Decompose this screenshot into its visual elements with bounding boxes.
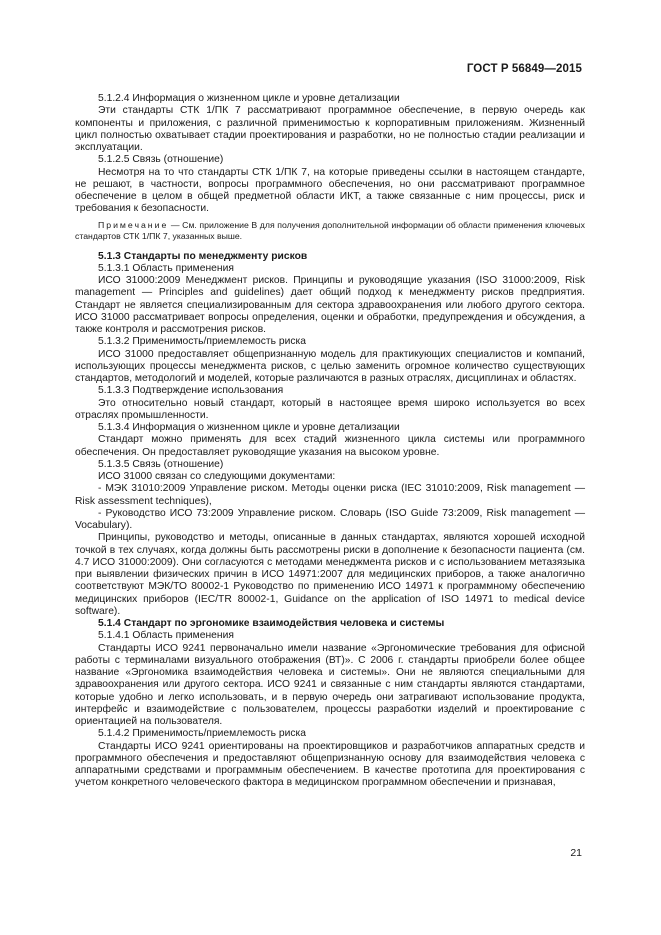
body-paragraph: ИСО 31000 связан со следующими документами: — [98, 471, 336, 482]
note-text: — См. приложение В для получения дополнительной информации об области применения ключевых стандартов СТК 1/ПК 7, указанных выше. — [75, 219, 585, 241]
list-item: - МЭК 31010:2009 Управление риском. Методы оценки риска (IEC 31010:2009, Risk management — Risk assessment techniques), — [75, 483, 585, 507]
subsection-heading: 5.1.3.5 Связь (отношение) — [98, 458, 224, 470]
body-paragraph: Эти стандарты СТК 1/ПК 7 рассматривают программное обеспечение, в первую очередь как компоненты и приложения, с различной применимостью к корпоративным приложениям. Жизненный цикл полностью охватывает стадии проектирования и разработки, но не полностью стадии реализации и эксплуатации. — [75, 105, 585, 153]
document-code: ГОСТ Р 56849—2015 — [466, 63, 582, 75]
body-paragraph: ИСО 31000 предоставляет общепризнанную модель для практикующих специалистов и компаний, использующих процессы менеджмента рисков, с целью заменить огромное количество существующих стандартов, методологий и моделей, которые различаются в разных отраслях, дисциплинах и областях. — [75, 348, 585, 384]
body-paragraph: Стандарты ИСО 9241 ориентированы на проектировщиков и разработчиков аппаратных средств и программного обеспечения и предоставляют общепризнанную основу для взаимодействия человека с аппаратными средствами и программным обеспечением. В качестве прототипа для проектирования с учетом конкретного человеческого фактора в медицинском программном обеспечении и признавая, — [75, 740, 585, 789]
list-item: - Руководство ИСО 73:2009 Управление риском. Словарь (ISO Guide 73:2009, Risk management — Vocabulary). — [75, 507, 585, 531]
subsection-heading: 5.1.4.2 Применимость/приемлемость риска — [98, 728, 306, 740]
subsection-heading: 5.1.3.3 Подтверждение использования — [98, 385, 284, 397]
body-paragraph: ИСО 31000:2009 Менеджмент рисков. Принципы и руководящие указания (ISO 31000:2009, Risk management — Principles and guidelines) дает общий подход к менеджменту рисков предприятия. Стандарт не является специализированным для сектора здравоохранения или любого другого сектора. ИСО 31000 рассматривает вопросы определения, оценки и обработки, предупреждения и обсуждения, а также контроля и рассмотрения рисков. — [75, 275, 585, 335]
body-paragraph: Несмотря на то что стандарты СТК 1/ПК 7, на которые приведены ссылки в настоящем стандарте, не решают, в частности, вопросы программного обеспечения, но они рассматривают программное обеспечение в целом в общей предметной области ИКТ, а также связанные с ним процессы, риск и требования к безопасности. — [75, 166, 585, 215]
subsection-heading: 5.1.4.1 Область применения — [98, 630, 234, 642]
note-paragraph — [75, 220, 585, 242]
section-heading: 5.1.4 Стандарт по эргономике взаимодействия человека и системы — [98, 618, 445, 629]
body-paragraph: Стандарты ИСО 9241 первоначально имели название «Эргономические требования для офисной работы с терминалами визуального отображения (ВТ)». С 2006 г. стандарты приобрели более общее название «Эргономика взаимодействия человека и системы». Они не являются специальными для здравоохранения или другого сектора. ИСО 9241 и связанные с ним стандарты являются стандартами, которые удобно и легко использовать, и в первую очередь они затрагивают использование продукта, интерфейс и взаимодействие с пользователем, процессы разработки изделий и проектирование с ориентацией на пользователя. — [75, 642, 585, 727]
body-paragraph: Стандарт можно применять для всех стадий жизненного цикла системы или программного обеспечения. Он предоставляет руководящие указания на высоком уровне. — [75, 434, 585, 458]
body-paragraph: Это относительно новый стандарт, который в настоящее время широко используется во всех отраслях промышленности. — [75, 397, 585, 421]
subsection-heading: 5.1.3.4 Информация о жизненном цикле и уровне детализации — [98, 422, 400, 433]
subsection-heading: 5.1.3.2 Применимость/приемлемость риска — [98, 336, 306, 348]
subsection-heading: 5.1.2.4 Информация о жизненном цикле и уровне детализации — [98, 93, 400, 104]
subsection-heading: 5.1.3.1 Область применения — [98, 262, 234, 274]
section-heading: 5.1.3 Стандарты по менеджменту рисков — [98, 250, 308, 262]
body-paragraph: Принципы, руководство и методы, описанные в данных стандартах, являются хорошей исходной точкой в тех случаях, когда должны быть рассмотрены риски в дополнение к безопасности пациента (см. 4.7 ИСО 31000:2009). Они согласуются с методами менеджмента рисков и с использованием метазязыка при выявлении физических причин в ИСО 14971:2007 для медицинских приборов, а также аналогично соответствуют МЭК/ТО 80002-1 Руководство по применению ИСО 14971 к программному обеспечению медицинских приборов (IEC/TR 80002-1, Guidance on the application of ISO 14971 to medical device software). — [75, 532, 585, 617]
note-label: Примечание — [98, 219, 169, 230]
page-number: 21 — [570, 847, 582, 859]
subsection-heading: 5.1.2.5 Связь (отношение) — [98, 154, 224, 166]
page-body — [75, 93, 585, 790]
